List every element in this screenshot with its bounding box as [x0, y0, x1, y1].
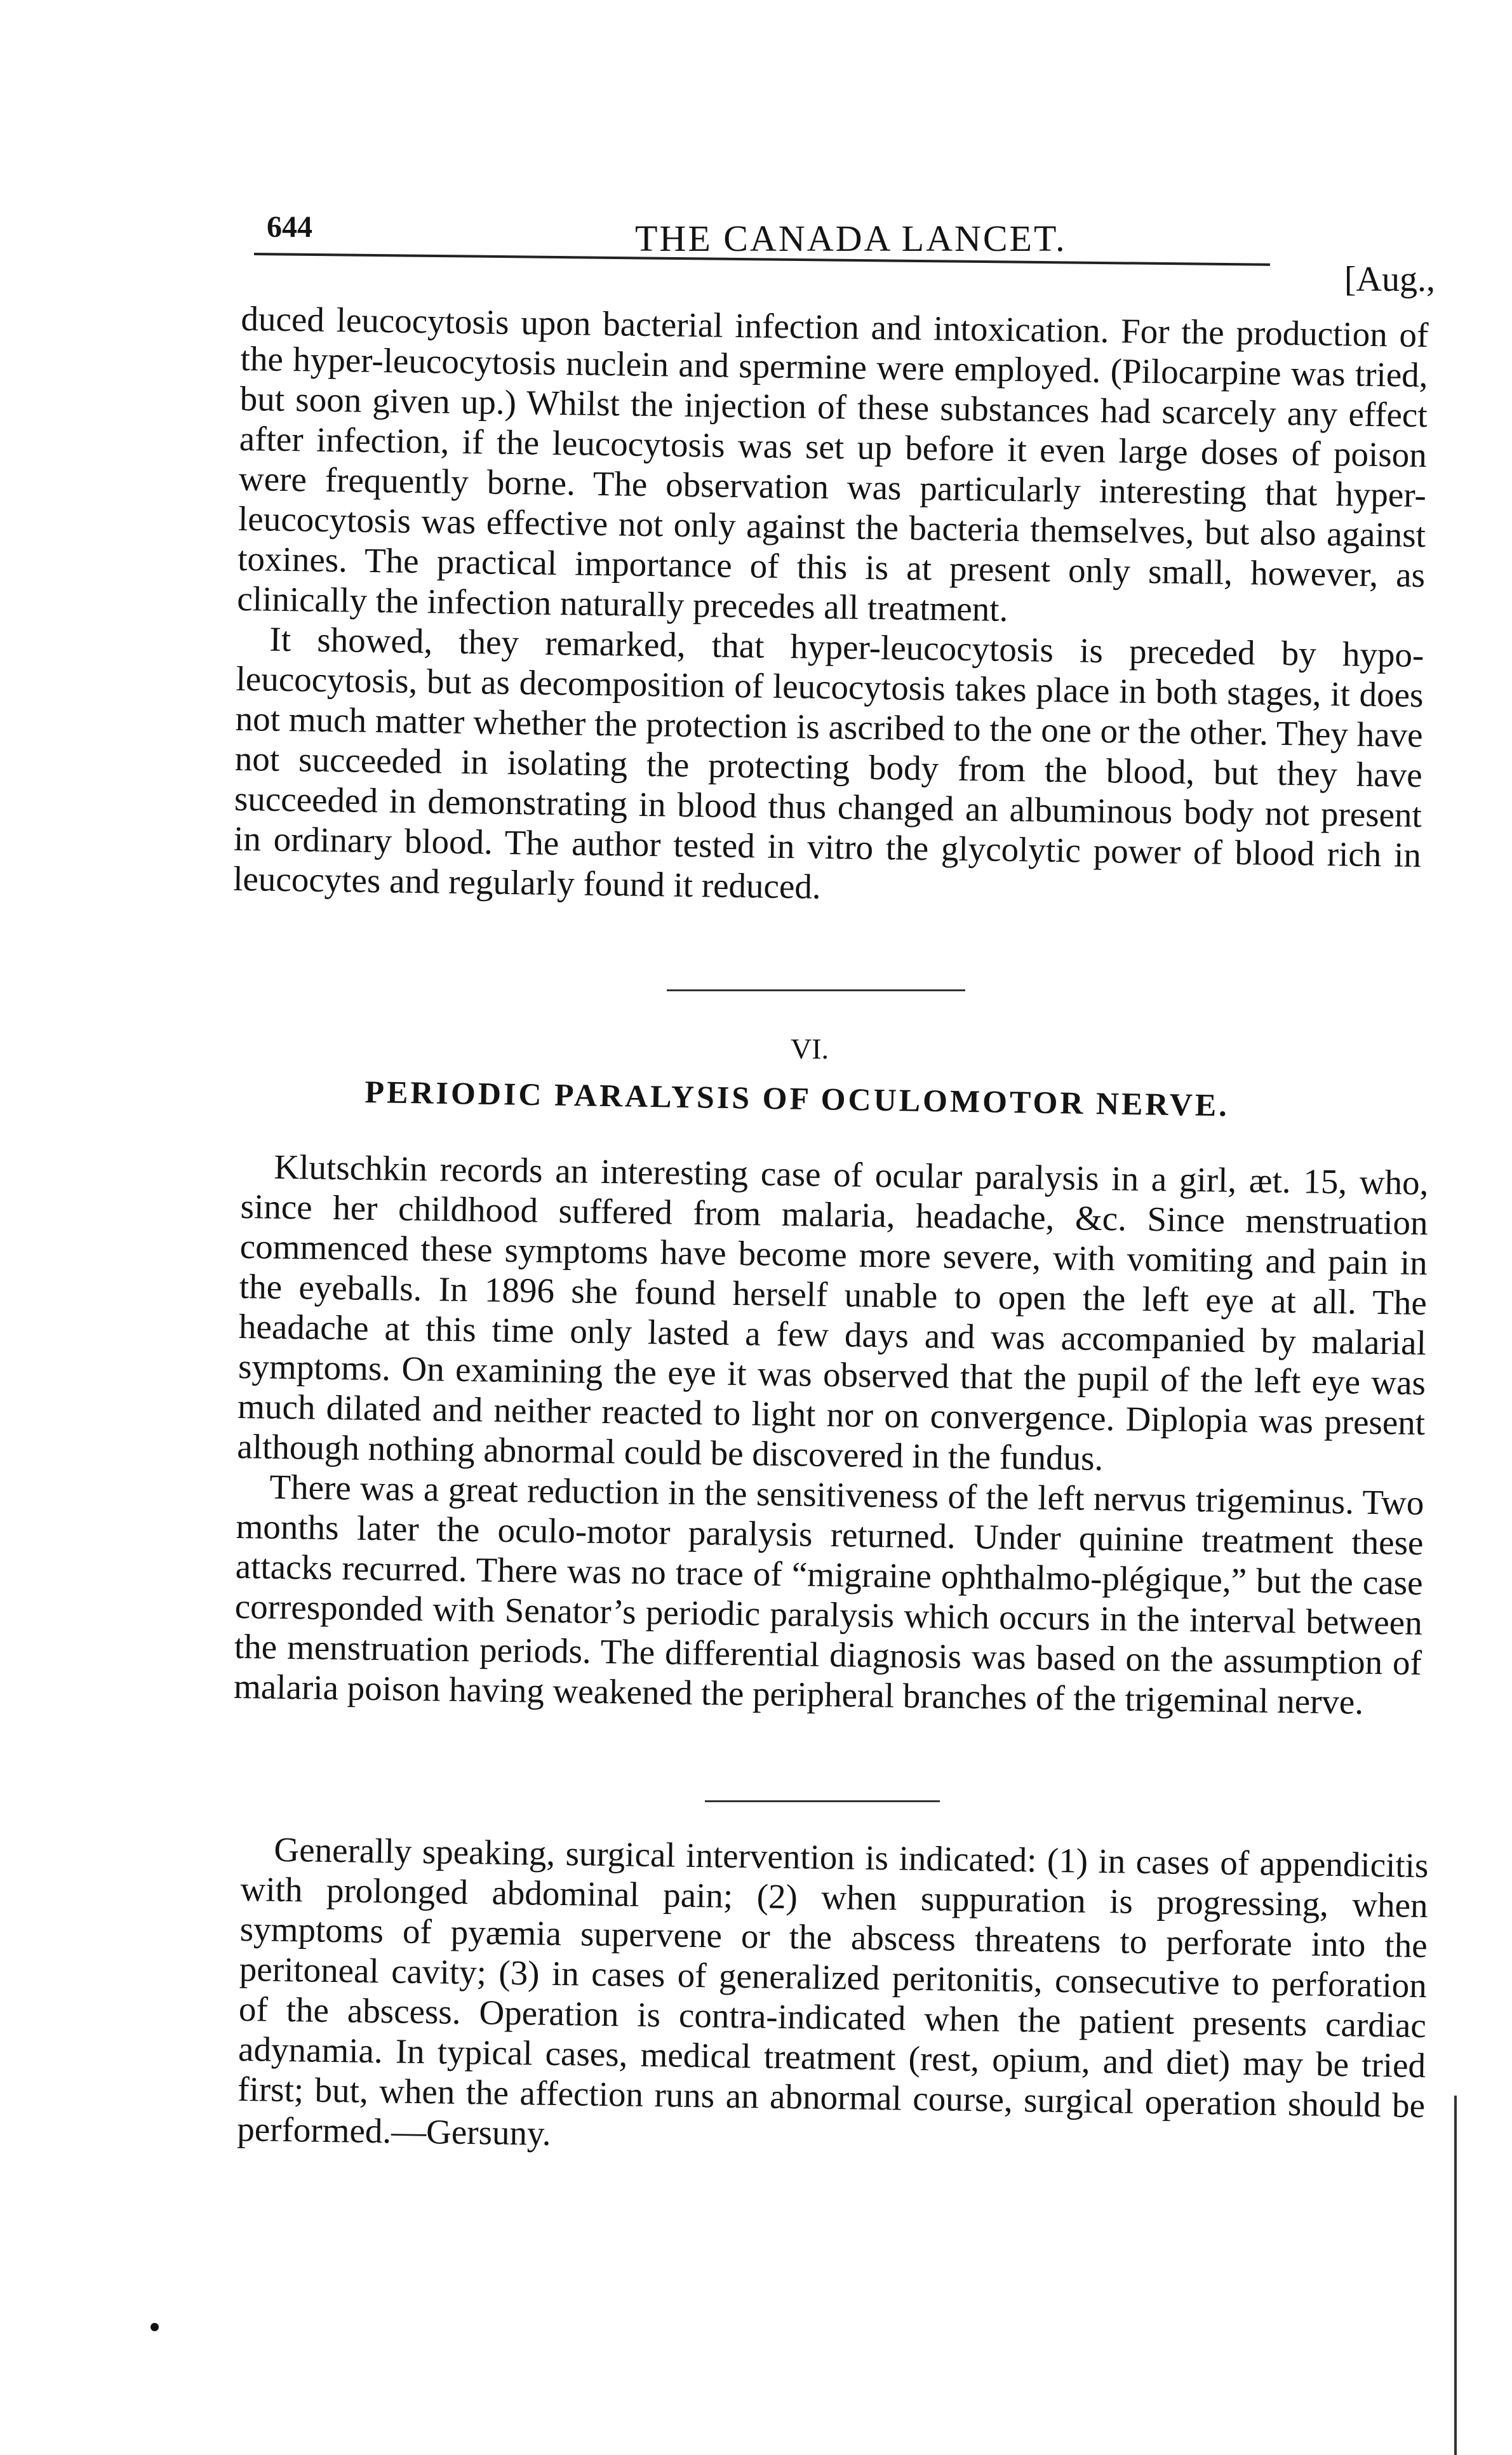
page-number: 644 — [267, 210, 312, 244]
section-title: PERIODIC PARALYSIS OF OCULOMOTOR NERVE. — [365, 1073, 1230, 1123]
leucocytosis-section — [233, 298, 1429, 915]
section-number: VI. — [791, 1033, 829, 1065]
paralysis-section — [234, 1146, 1429, 1723]
paragraph: Generally speaking, surgical intervention is indicated: (1) in cases of appendicitis with prolonged abdominal pain; (2) when suppuration is progressing, when symptoms of pyæmia supervene or the abscess threatens to perforate into the peritoneal cavity; (3) in cases of generalized peritonitis, consecutive to perforation of the abscess. Operation is contra-indicated when the patient presents cardiac adynamia. In typical cases, medical treatment (rest, opium, and diet) may be tried first; but, when the affection runs an abnormal course, surgical operation should be performed.—Gersuny. — [236, 1830, 1429, 2153]
section-divider — [705, 1800, 940, 1802]
section-divider — [667, 989, 965, 991]
appendicitis-section — [237, 1829, 1429, 2165]
page-header — [254, 210, 1435, 299]
paragraph: Klutschkin records an interesting case of ocular paralysis in a girl, æt. 15, who, since her childhood suffered from malaria, headache, &c. Since menstruation commenced these symptoms have become more severe, with vomiting and pain in the eyeballs. In 1896 she found herself unable to open the left eye at all. The headache at this time only lasted a few days and was accompanied by malarial symptoms. On examining the eye it was observed that the pupil of the left eye was much dilated and neither reacted to light nor on convergence. Diplopia was present although nothing abnormal could be discovered in the fundus. — [236, 1147, 1429, 1478]
paragraph: duced leucocytosis upon bacterial infection and intoxication. For the production of the hyper-leucocytosis nuclein and spermine were employed. (Pilocarpine was tried, but soon given up.) Whilst the injection of these substances had scarcely any effect after infection, if the leucocytosis was set up before it even large doses of poison were frequently borne. The observation was particularly interesting that hyper-leucocytosis was effective not only against the bacteria themselves, but also against toxines. The practical importance of this is at present only small, however, as clinically the infection naturally precedes all treatment. — [236, 298, 1429, 629]
ink-mark — [151, 2323, 159, 2331]
paragraph: It showed, they remarked, that hyper-leucocytosis is preceded by hypo-leucocytosis, but as decomposition of leucocytosis takes place in both stages, it does not much matter whether the protection is ascribed to the one or the other. They have not succeeded in isolating the protecting body from the blood, but they have succeeded in demonstrating in blood thus changed an albuminous body not present in ordinary blood. The author tested in vitro the glycolytic power of blood rich in leucocytes and regularly found it reduced. — [232, 619, 1424, 906]
running-title: THE CANADA LANCET. — [635, 218, 1067, 259]
issue-month: [Aug., — [1344, 260, 1435, 299]
page-edge — [1454, 2096, 1457, 2455]
paragraph: There was a great reduction in the sensitiveness of the left nervus trigeminus. Two months later the oculo-motor paralysis returned. Under quinine treatment these attacks recurred. There was no trace of “migraine ophthalmo-plégique,” but the case corresponded with Senator’s periodic paralysis which occurs in the interval between the menstruation periods. The differential diagnosis was based on the assumption of malaria poison having weakened the peripheral branches of the trigeminal nerve. — [233, 1467, 1424, 1722]
